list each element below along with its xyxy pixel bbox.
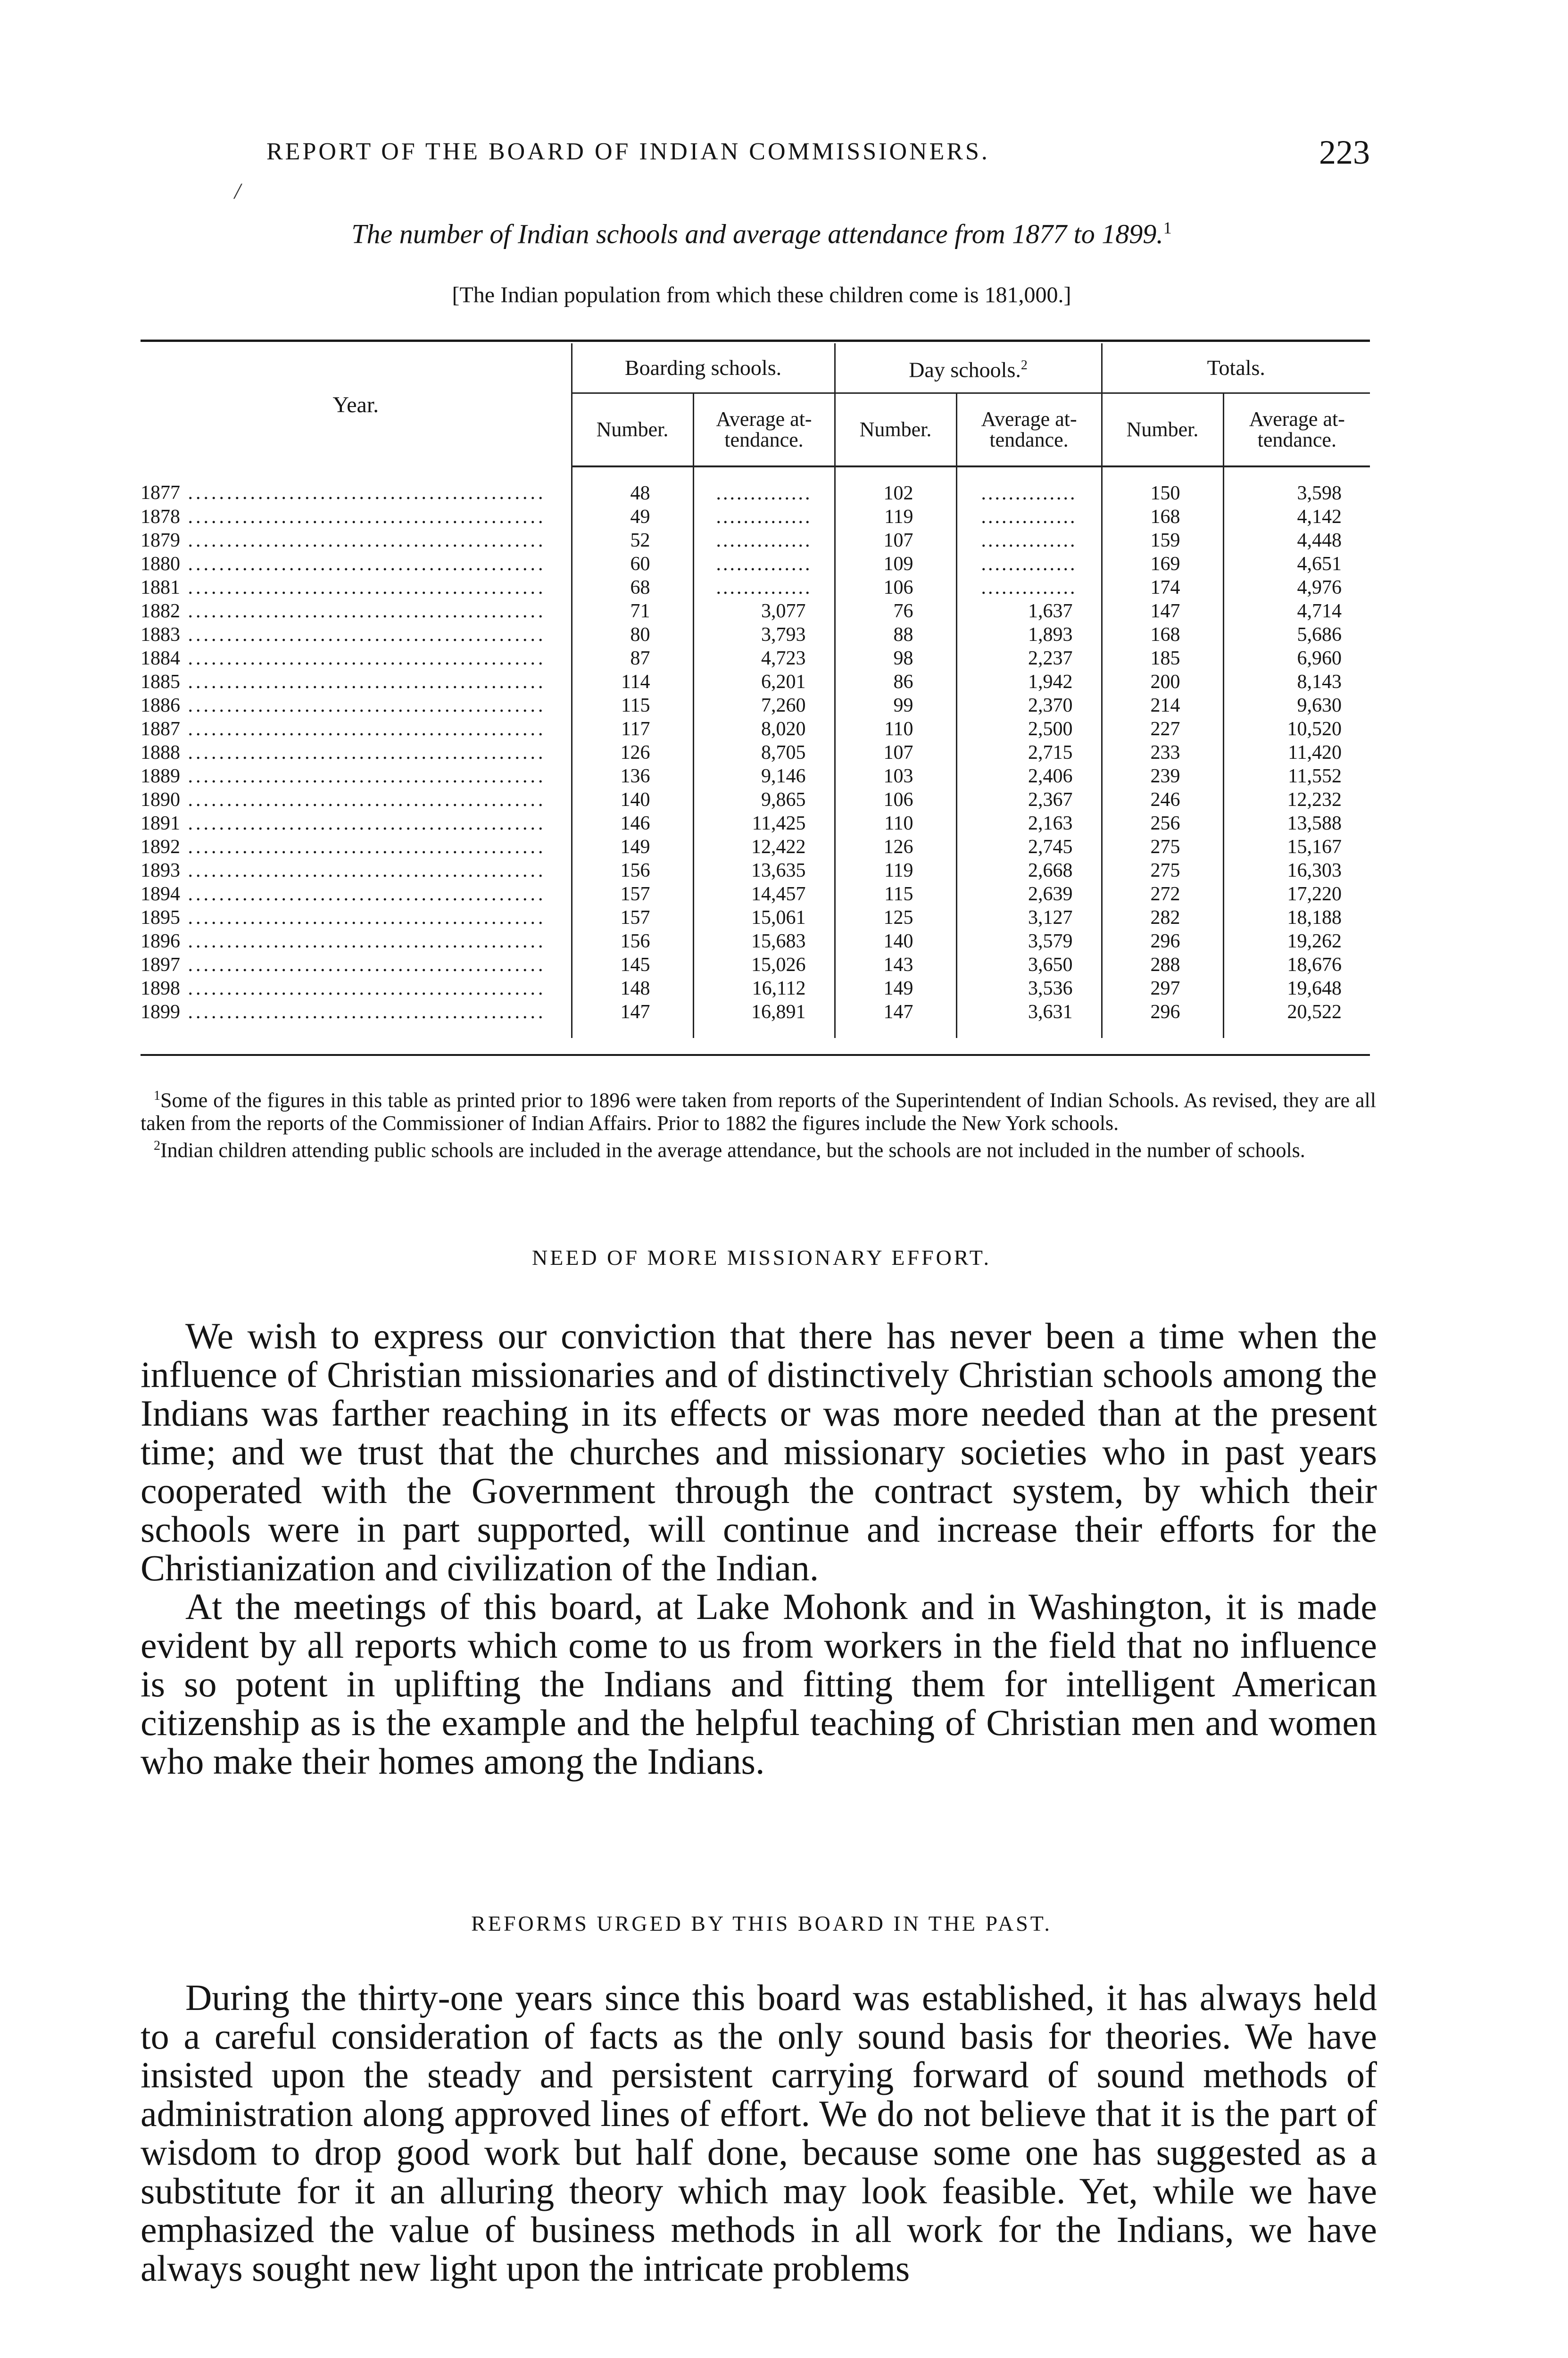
table-row bbox=[141, 647, 1370, 670]
table-bottom-rule bbox=[141, 1054, 1370, 1056]
year-label: 1897 bbox=[141, 954, 180, 976]
cell-year bbox=[141, 505, 572, 529]
cell-totals-average: 19,648 bbox=[1223, 977, 1370, 1000]
table-row bbox=[141, 576, 1370, 599]
cell-year bbox=[141, 859, 572, 882]
cell-year bbox=[141, 1000, 572, 1038]
cell-totals-number: 288 bbox=[1102, 953, 1223, 977]
cell-day-average: 3,127 bbox=[956, 906, 1102, 930]
dot-leader: .............................................. bbox=[180, 718, 546, 740]
dot-leader: .............................................. bbox=[180, 813, 546, 834]
cell-year bbox=[141, 529, 572, 552]
cell-day-number: 149 bbox=[835, 977, 956, 1000]
cell-totals-number: 275 bbox=[1102, 859, 1223, 882]
table-row bbox=[141, 953, 1370, 977]
table-row bbox=[141, 529, 1370, 552]
cell-boarding-number: 146 bbox=[572, 812, 693, 835]
table-row bbox=[141, 812, 1370, 835]
cell-boarding-average: 3,793 bbox=[693, 623, 835, 647]
year-label: 1895 bbox=[141, 907, 180, 929]
col-group-day-footnote-ref: 2 bbox=[1020, 358, 1028, 373]
section-reforms-body bbox=[141, 1978, 1377, 2288]
cell-day-average: .............. bbox=[956, 576, 1102, 599]
cell-boarding-average: 6,201 bbox=[693, 670, 835, 694]
footnote-1-marker: 1 bbox=[154, 1088, 160, 1103]
cell-day-number: 99 bbox=[835, 694, 956, 717]
year-label: 1879 bbox=[141, 530, 180, 551]
cell-totals-average: 12,232 bbox=[1223, 788, 1370, 812]
table-row bbox=[141, 717, 1370, 741]
cell-day-number: 126 bbox=[835, 835, 956, 859]
dot-leader: .............................................. bbox=[180, 530, 546, 551]
cell-day-number: 110 bbox=[835, 812, 956, 835]
cell-totals-average: 6,960 bbox=[1223, 647, 1370, 670]
cell-boarding-number: 87 bbox=[572, 647, 693, 670]
table-caption-footnote-ref: 1 bbox=[1163, 218, 1172, 237]
dot-leader: .............................................. bbox=[180, 648, 546, 669]
cell-day-average: 2,406 bbox=[956, 764, 1102, 788]
col-group-day-label: Day schools. bbox=[909, 357, 1021, 382]
cell-day-average: .............. bbox=[956, 466, 1102, 505]
cell-totals-number: 246 bbox=[1102, 788, 1223, 812]
table-row bbox=[141, 505, 1370, 529]
cell-year bbox=[141, 812, 572, 835]
cell-year bbox=[141, 930, 572, 953]
cell-year bbox=[141, 882, 572, 906]
cell-day-number: 110 bbox=[835, 717, 956, 741]
cell-year bbox=[141, 788, 572, 812]
cell-boarding-number: 148 bbox=[572, 977, 693, 1000]
cell-totals-average: 10,520 bbox=[1223, 717, 1370, 741]
cell-year bbox=[141, 466, 572, 505]
year-label: 1893 bbox=[141, 860, 180, 881]
cell-boarding-average: .............. bbox=[693, 552, 835, 576]
cell-totals-average: 17,220 bbox=[1223, 882, 1370, 906]
cell-totals-average: 4,976 bbox=[1223, 576, 1370, 599]
cell-totals-average: 18,188 bbox=[1223, 906, 1370, 930]
table-row bbox=[141, 859, 1370, 882]
cell-totals-number: 169 bbox=[1102, 552, 1223, 576]
cell-totals-average: 9,630 bbox=[1223, 694, 1370, 717]
cell-day-average: .............. bbox=[956, 505, 1102, 529]
footnote-1-text: Some of the figures in this table as printed prior to 1896 were taken from reports of the Superintendent of Indian Schools. As revised, they are all taken from the reports of the Commissioner of Indian Affairs. Prior to 1882 the figures include the New York schools. bbox=[141, 1088, 1376, 1135]
paragraph: At the meetings of this board, at Lake Mohonk and in Washington, it is made evident by all reports which come to us from workers in the field that no influence is so potent in uplifting the Indians and fitting them for intelligent American citizenship as is the example and the helpful teaching of Christian men and women who make their homes among the Indians. bbox=[141, 1586, 1377, 1782]
cell-totals-average: 15,167 bbox=[1223, 835, 1370, 859]
year-label: 1894 bbox=[141, 883, 180, 905]
section-missionary-body bbox=[141, 1317, 1377, 1781]
stray-mark: / bbox=[234, 179, 241, 204]
cell-day-number: 140 bbox=[835, 930, 956, 953]
cell-day-average: 2,639 bbox=[956, 882, 1102, 906]
cell-boarding-number: 140 bbox=[572, 788, 693, 812]
table-caption-text: The number of Indian schools and average attendance from 1877 to 1899. bbox=[351, 218, 1163, 249]
cell-day-average: 2,237 bbox=[956, 647, 1102, 670]
col-group-boarding: Boarding schools. bbox=[572, 343, 835, 393]
cell-boarding-average: .............. bbox=[693, 529, 835, 552]
cell-boarding-number: 156 bbox=[572, 930, 693, 953]
dot-leader: .............................................. bbox=[180, 1001, 546, 1023]
cell-totals-number: 174 bbox=[1102, 576, 1223, 599]
cell-totals-average: 18,676 bbox=[1223, 953, 1370, 977]
col-group-day bbox=[835, 343, 1102, 393]
table-population-note: [The Indian population from which these children come is 181,000.] bbox=[452, 282, 1071, 307]
col-header-totals-number: Number. bbox=[1102, 393, 1223, 467]
table-row bbox=[141, 788, 1370, 812]
cell-day-number: 119 bbox=[835, 859, 956, 882]
cell-boarding-average: 15,061 bbox=[693, 906, 835, 930]
cell-totals-number: 200 bbox=[1102, 670, 1223, 694]
cell-totals-number: 185 bbox=[1102, 647, 1223, 670]
table-row bbox=[141, 670, 1370, 694]
cell-day-number: 86 bbox=[835, 670, 956, 694]
dot-leader: .............................................. bbox=[180, 789, 546, 811]
cell-day-number: 115 bbox=[835, 882, 956, 906]
cell-day-average: 2,370 bbox=[956, 694, 1102, 717]
cell-totals-number: 282 bbox=[1102, 906, 1223, 930]
year-label: 1880 bbox=[141, 553, 180, 575]
year-label: 1885 bbox=[141, 671, 180, 693]
cell-boarding-average: 16,112 bbox=[693, 977, 835, 1000]
page-number: 223 bbox=[1319, 133, 1370, 171]
table-row bbox=[141, 599, 1370, 623]
cell-day-number: 102 bbox=[835, 466, 956, 505]
cell-year bbox=[141, 599, 572, 623]
paragraph: We wish to express our conviction that there has never been a time when the influence of Christian missionaries and of distinctively Christian schools among the Indians was farther reaching in its effects or was more needed than at the present time; and we trust that the churches and missionary societies who in past years cooperated with the Government through the contract system, by which their schools were in part supported, will continue and increase their efforts for the Christianization and civilization of the Indian. bbox=[141, 1315, 1377, 1588]
cell-day-average: 2,163 bbox=[956, 812, 1102, 835]
col-header-totals-average bbox=[1223, 393, 1370, 467]
cell-boarding-average: .............. bbox=[693, 505, 835, 529]
cell-boarding-number: 115 bbox=[572, 694, 693, 717]
cell-boarding-number: 52 bbox=[572, 529, 693, 552]
cell-year bbox=[141, 953, 572, 977]
cell-day-average: 2,668 bbox=[956, 859, 1102, 882]
table-row bbox=[141, 694, 1370, 717]
cell-day-average: 2,715 bbox=[956, 741, 1102, 764]
cell-totals-average: 19,262 bbox=[1223, 930, 1370, 953]
cell-year bbox=[141, 647, 572, 670]
cell-year bbox=[141, 694, 572, 717]
cell-boarding-number: 126 bbox=[572, 741, 693, 764]
table-row bbox=[141, 741, 1370, 764]
cell-boarding-number: 156 bbox=[572, 859, 693, 882]
dot-leader: .............................................. bbox=[180, 624, 546, 646]
table-row bbox=[141, 930, 1370, 953]
cell-day-number: 103 bbox=[835, 764, 956, 788]
col-header-day-number: Number. bbox=[835, 393, 956, 467]
year-label: 1888 bbox=[141, 742, 180, 764]
cell-totals-average: 8,143 bbox=[1223, 670, 1370, 694]
cell-totals-number: 150 bbox=[1102, 466, 1223, 505]
dot-leader: .............................................. bbox=[180, 860, 546, 881]
dot-leader: .............................................. bbox=[180, 553, 546, 575]
cell-day-number: 119 bbox=[835, 505, 956, 529]
paragraph: During the thirty-one years since this board was established, it has always held to a careful consideration of facts as the only sound basis for theories. We have insisted upon the steady and persistent carrying forward of sound methods of administration along approved lines of effort. We do not believe that it is the part of wisdom to drop good work but half done, because some one has suggested as a substitute for it an alluring theory which may look feasible. Yet, while we have emphasized the value of business methods in all work for the Indians, we have always sought new light upon the intricate problems bbox=[141, 1977, 1377, 2289]
col-header-boarding-number: Number. bbox=[572, 393, 693, 467]
year-label: 1877 bbox=[141, 482, 180, 504]
cell-boarding-number: 71 bbox=[572, 599, 693, 623]
cell-day-number: 106 bbox=[835, 576, 956, 599]
cell-boarding-number: 147 bbox=[572, 1000, 693, 1038]
cell-year bbox=[141, 576, 572, 599]
year-label: 1883 bbox=[141, 624, 180, 646]
dot-leader: .............................................. bbox=[180, 742, 546, 764]
year-label: 1881 bbox=[141, 577, 180, 598]
section-heading-missionary: NEED OF MORE MISSIONARY EFFORT. bbox=[532, 1245, 991, 1270]
dot-leader: .............................................. bbox=[180, 506, 546, 528]
table-row bbox=[141, 1000, 1370, 1038]
cell-year bbox=[141, 835, 572, 859]
dot-leader: .............................................. bbox=[180, 978, 546, 999]
col-header-year: Year. bbox=[332, 392, 379, 417]
cell-boarding-average: 9,146 bbox=[693, 764, 835, 788]
table-row bbox=[141, 977, 1370, 1000]
cell-day-number: 107 bbox=[835, 529, 956, 552]
cell-totals-number: 296 bbox=[1102, 1000, 1223, 1038]
cell-year bbox=[141, 670, 572, 694]
cell-boarding-average: 4,723 bbox=[693, 647, 835, 670]
table-row bbox=[141, 764, 1370, 788]
cell-boarding-number: 68 bbox=[572, 576, 693, 599]
cell-boarding-average: 8,705 bbox=[693, 741, 835, 764]
dot-leader: .............................................. bbox=[180, 577, 546, 598]
year-label: 1887 bbox=[141, 718, 180, 740]
footnote-1 bbox=[141, 1085, 1376, 1135]
cell-boarding-number: 117 bbox=[572, 717, 693, 741]
year-label: 1892 bbox=[141, 836, 180, 858]
cell-totals-number: 296 bbox=[1102, 930, 1223, 953]
cell-boarding-average: 15,026 bbox=[693, 953, 835, 977]
cell-day-average: 2,745 bbox=[956, 835, 1102, 859]
cell-totals-number: 256 bbox=[1102, 812, 1223, 835]
dot-leader: .............................................. bbox=[180, 765, 546, 787]
cell-boarding-average: 16,891 bbox=[693, 1000, 835, 1038]
cell-boarding-average: 8,020 bbox=[693, 717, 835, 741]
cell-year bbox=[141, 717, 572, 741]
dot-leader: .............................................. bbox=[180, 671, 546, 693]
col-header-boarding-average bbox=[693, 393, 835, 467]
cell-boarding-average: 12,422 bbox=[693, 835, 835, 859]
cell-boarding-average: 7,260 bbox=[693, 694, 835, 717]
cell-totals-number: 227 bbox=[1102, 717, 1223, 741]
cell-boarding-number: 157 bbox=[572, 882, 693, 906]
cell-totals-number: 159 bbox=[1102, 529, 1223, 552]
col-group-totals: Totals. bbox=[1102, 343, 1370, 393]
cell-day-number: 125 bbox=[835, 906, 956, 930]
cell-boarding-number: 60 bbox=[572, 552, 693, 576]
cell-boarding-number: 114 bbox=[572, 670, 693, 694]
cell-totals-average: 4,651 bbox=[1223, 552, 1370, 576]
col-header-day-average-l1: Average at- bbox=[981, 407, 1077, 431]
col-header-day-average bbox=[956, 393, 1102, 467]
cell-totals-number: 168 bbox=[1102, 505, 1223, 529]
cell-totals-average: 13,588 bbox=[1223, 812, 1370, 835]
cell-day-number: 147 bbox=[835, 1000, 956, 1038]
cell-boarding-average: .............. bbox=[693, 576, 835, 599]
footnote-2 bbox=[141, 1135, 1376, 1162]
dot-leader: .............................................. bbox=[180, 600, 546, 622]
year-label: 1889 bbox=[141, 765, 180, 787]
cell-totals-number: 275 bbox=[1102, 835, 1223, 859]
cell-totals-number: 272 bbox=[1102, 882, 1223, 906]
cell-boarding-average: 15,683 bbox=[693, 930, 835, 953]
cell-totals-number: 214 bbox=[1102, 694, 1223, 717]
year-label: 1899 bbox=[141, 1001, 180, 1023]
cell-day-average: 1,893 bbox=[956, 623, 1102, 647]
dot-leader: .............................................. bbox=[180, 883, 546, 905]
cell-day-number: 76 bbox=[835, 599, 956, 623]
cell-day-number: 98 bbox=[835, 647, 956, 670]
dot-leader: .............................................. bbox=[180, 907, 546, 929]
running-head: REPORT OF THE BOARD OF INDIAN COMMISSIONERS. bbox=[266, 138, 990, 165]
cell-totals-average: 11,552 bbox=[1223, 764, 1370, 788]
dot-leader: .............................................. bbox=[180, 482, 546, 504]
cell-day-average: 1,637 bbox=[956, 599, 1102, 623]
year-label: 1878 bbox=[141, 506, 180, 528]
cell-boarding-number: 157 bbox=[572, 906, 693, 930]
col-header-totals-average-l2: tendance. bbox=[1257, 428, 1336, 451]
year-label: 1884 bbox=[141, 648, 180, 669]
cell-boarding-average: 14,457 bbox=[693, 882, 835, 906]
cell-day-number: 109 bbox=[835, 552, 956, 576]
table-row bbox=[141, 835, 1370, 859]
cell-day-average: .............. bbox=[956, 552, 1102, 576]
year-label: 1882 bbox=[141, 600, 180, 622]
cell-day-average: 3,631 bbox=[956, 1000, 1102, 1038]
cell-year bbox=[141, 552, 572, 576]
footnote-2-marker: 2 bbox=[154, 1138, 160, 1153]
dot-leader: .............................................. bbox=[180, 836, 546, 858]
table-row bbox=[141, 906, 1370, 930]
cell-boarding-number: 145 bbox=[572, 953, 693, 977]
footnotes bbox=[141, 1085, 1376, 1162]
cell-year bbox=[141, 977, 572, 1000]
cell-year bbox=[141, 906, 572, 930]
year-label: 1891 bbox=[141, 813, 180, 834]
table-row bbox=[141, 466, 1370, 505]
cell-boarding-number: 80 bbox=[572, 623, 693, 647]
col-header-boarding-average-l2: tendance. bbox=[724, 428, 804, 451]
cell-day-number: 107 bbox=[835, 741, 956, 764]
cell-year bbox=[141, 764, 572, 788]
cell-totals-number: 233 bbox=[1102, 741, 1223, 764]
cell-boarding-average: 13,635 bbox=[693, 859, 835, 882]
cell-boarding-number: 49 bbox=[572, 505, 693, 529]
cell-day-number: 106 bbox=[835, 788, 956, 812]
cell-totals-number: 297 bbox=[1102, 977, 1223, 1000]
cell-totals-average: 3,598 bbox=[1223, 466, 1370, 505]
year-label: 1890 bbox=[141, 789, 180, 811]
cell-totals-average: 4,714 bbox=[1223, 599, 1370, 623]
cell-year bbox=[141, 623, 572, 647]
cell-boarding-number: 136 bbox=[572, 764, 693, 788]
cell-totals-average: 4,448 bbox=[1223, 529, 1370, 552]
dot-leader: .............................................. bbox=[180, 695, 546, 716]
cell-day-average: 1,942 bbox=[956, 670, 1102, 694]
table-row bbox=[141, 882, 1370, 906]
cell-day-average: .............. bbox=[956, 529, 1102, 552]
footnote-2-text: Indian children attending public schools are included in the average attendance, but the schools are not included in the number of schools. bbox=[160, 1138, 1305, 1162]
year-label: 1898 bbox=[141, 978, 180, 999]
table-row bbox=[141, 552, 1370, 576]
col-header-totals-average-l1: Average at- bbox=[1249, 407, 1345, 431]
cell-boarding-average: 11,425 bbox=[693, 812, 835, 835]
col-header-day-average-l2: tendance. bbox=[989, 428, 1069, 451]
cell-boarding-average: 3,077 bbox=[693, 599, 835, 623]
section-heading-reforms: REFORMS URGED BY THIS BOARD IN THE PAST. bbox=[471, 1911, 1052, 1935]
cell-totals-number: 168 bbox=[1102, 623, 1223, 647]
cell-boarding-number: 48 bbox=[572, 466, 693, 505]
cell-boarding-average: 9,865 bbox=[693, 788, 835, 812]
table-body bbox=[141, 466, 1370, 1038]
cell-day-average: 3,579 bbox=[956, 930, 1102, 953]
cell-day-number: 143 bbox=[835, 953, 956, 977]
table-row bbox=[141, 623, 1370, 647]
dot-leader: .............................................. bbox=[180, 930, 546, 952]
cell-boarding-average: .............. bbox=[693, 466, 835, 505]
cell-totals-number: 239 bbox=[1102, 764, 1223, 788]
cell-boarding-number: 149 bbox=[572, 835, 693, 859]
cell-totals-average: 20,522 bbox=[1223, 1000, 1370, 1038]
cell-day-average: 3,536 bbox=[956, 977, 1102, 1000]
cell-day-number: 88 bbox=[835, 623, 956, 647]
cell-totals-number: 147 bbox=[1102, 599, 1223, 623]
cell-day-average: 3,650 bbox=[956, 953, 1102, 977]
cell-totals-average: 5,686 bbox=[1223, 623, 1370, 647]
cell-totals-average: 16,303 bbox=[1223, 859, 1370, 882]
table-top-rule bbox=[141, 340, 1370, 342]
cell-totals-average: 4,142 bbox=[1223, 505, 1370, 529]
dot-leader: .............................................. bbox=[180, 954, 546, 976]
cell-totals-average: 11,420 bbox=[1223, 741, 1370, 764]
table-caption bbox=[141, 218, 1382, 249]
year-label: 1886 bbox=[141, 695, 180, 716]
schools-table bbox=[141, 343, 1370, 1038]
cell-day-average: 2,367 bbox=[956, 788, 1102, 812]
col-header-boarding-average-l1: Average at- bbox=[716, 407, 812, 431]
year-label: 1896 bbox=[141, 930, 180, 952]
cell-year bbox=[141, 741, 572, 764]
cell-day-average: 2,500 bbox=[956, 717, 1102, 741]
